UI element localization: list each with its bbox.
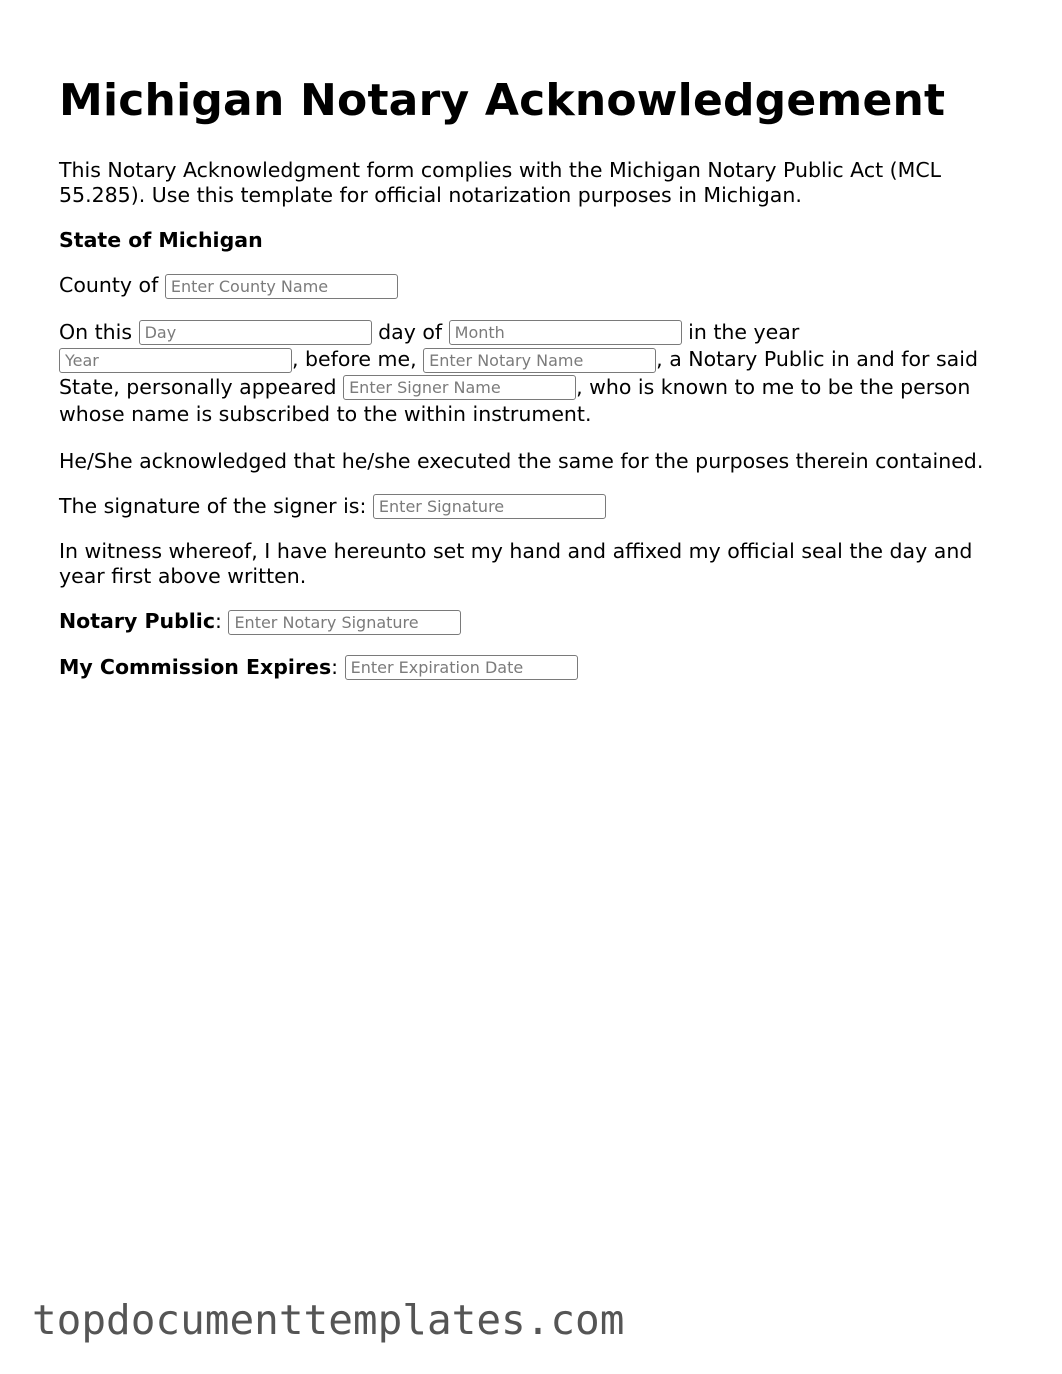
notary-public-in-and-for-text: , a Notary Public in and for said State, personally appeared [59, 347, 978, 399]
before-me-text: , before me, [292, 347, 417, 371]
signature-label: The signature of the signer is: [59, 493, 367, 518]
known-to-me-text: , who is known to me to be the person whose name is subscribed to the within instrument. [59, 374, 971, 426]
on-this-text: On this [59, 319, 133, 344]
year-input[interactable] [59, 348, 292, 373]
expiration-date-input[interactable] [345, 655, 578, 680]
notary-public-line [59, 609, 1009, 635]
intro-text: This Notary Acknowledgment form complies with the Michigan Notary Public Act (MCL 55.285). Use this template for official notarization purposes in Michigan. [59, 158, 942, 207]
day-of-text: day of [378, 319, 443, 344]
signature-line [59, 494, 1009, 520]
notary-form [59, 72, 1009, 700]
witness-statement: In witness whereof, I have hereunto set my hand and affixed my official seal the day and year first above written. [59, 539, 973, 588]
month-input[interactable] [449, 320, 682, 345]
executed-statement: He/She acknowledged that he/she executed the same for the purposes therein contained. [59, 448, 984, 473]
commission-line [59, 655, 1009, 681]
state-heading: State of Michigan [59, 228, 263, 252]
county-line [59, 273, 1009, 299]
signer-name-input[interactable] [343, 375, 576, 400]
commission-colon: : [331, 654, 339, 679]
acknowledgment-paragraph [59, 319, 1009, 429]
day-input[interactable] [139, 320, 372, 345]
notary-signature-input[interactable] [228, 610, 461, 635]
county-input[interactable] [165, 274, 398, 299]
county-label: County of [59, 273, 159, 297]
notary-name-input[interactable] [423, 348, 656, 373]
notary-public-colon: : [214, 609, 222, 633]
footer-watermark: topdocumenttemplates.com [32, 1296, 625, 1344]
page-title: Michigan Notary Acknowledgement [59, 75, 946, 126]
commission-label: My Commission Expires [59, 654, 332, 679]
in-the-year-text: in the year [688, 319, 800, 344]
signature-input[interactable] [373, 494, 606, 519]
notary-public-label: Notary Public [59, 609, 215, 633]
